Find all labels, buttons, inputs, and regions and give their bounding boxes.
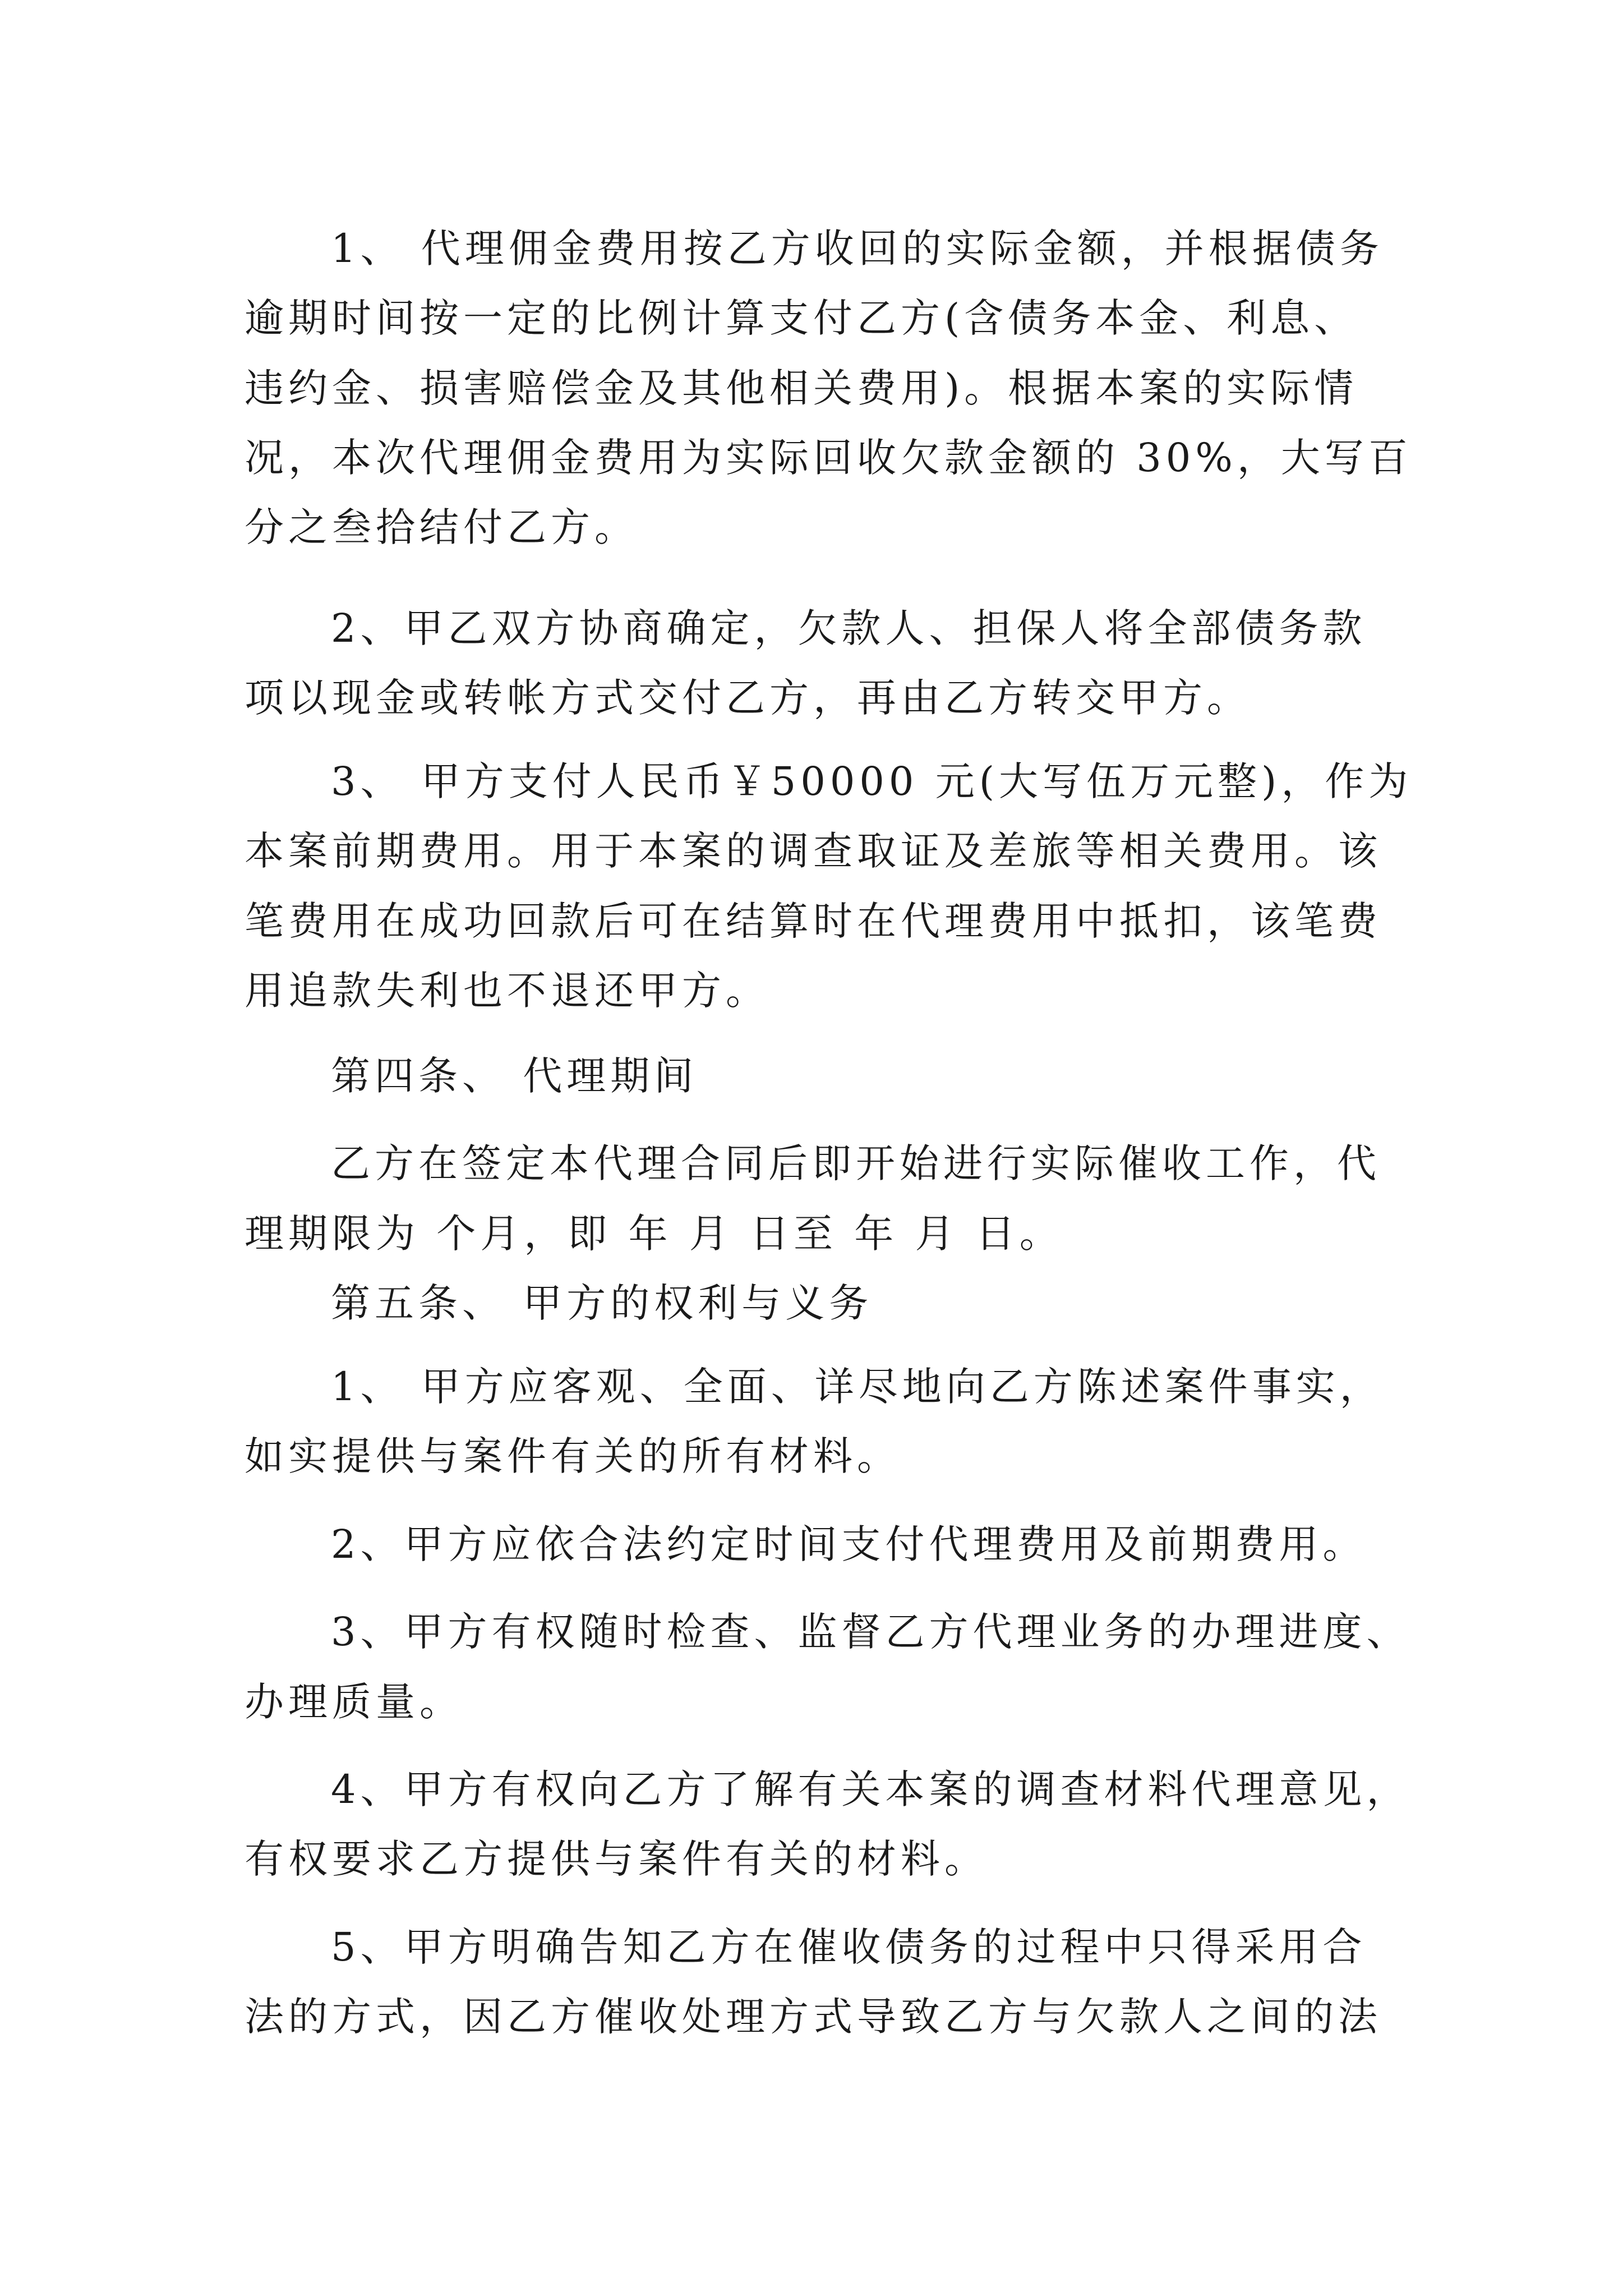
text-line-9: 本案前期费用。用于本案的调查取证及差旅等相关费用。该 — [245, 828, 1382, 874]
text-line-11: 用追款失利也不退还甲方。 — [245, 968, 769, 1014]
section-heading-article-4: 第四条、 代理期间 — [331, 1053, 698, 1099]
text-line-16: 1、 甲方应客观、全面、详尽地向乙方陈述案件事实， — [331, 1364, 1384, 1410]
text-line-14: 理期限为 个月，即 年 月 日至 年 月 日。 — [245, 1211, 1063, 1257]
text-line-17: 如实提供与案件有关的所有材料。 — [245, 1433, 901, 1479]
text-line-21: 4、甲方有权向乙方了解有关本案的调查材料代理意见， — [331, 1766, 1410, 1812]
text-line-8: 3、 甲方支付人民币￥50000 元(大写伍万元整)，作为 — [331, 758, 1413, 804]
text-line-3: 违约金、损害赔偿金及其他相关费用)。根据本案的实际情 — [245, 365, 1358, 411]
text-line-22: 有权要求乙方提供与案件有关的材料。 — [245, 1836, 988, 1882]
text-line-10: 笔费用在成功回款后可在结算时在代理费用中抵扣，该笔费 — [245, 898, 1382, 944]
text-line-13: 乙方在签定本代理合同后即开始进行实际催收工作，代 — [331, 1140, 1381, 1186]
text-line-1: 1、 代理佣金费用按乙方收回的实际金额，并根据债务 — [331, 226, 1384, 272]
text-line-7: 项以现金或转帐方式交付乙方，再由乙方转交甲方。 — [245, 675, 1251, 721]
text-line-19: 3、甲方有权随时检查、监督乙方代理业务的办理进度、 — [331, 1609, 1410, 1655]
text-line-6: 2、甲乙双方协商确定，欠款人、担保人将全部债务款 — [331, 605, 1367, 651]
text-line-20: 办理质量。 — [245, 1679, 463, 1725]
text-line-5: 分之叁拾结付乙方。 — [245, 504, 638, 550]
section-heading-article-5: 第五条、 甲方的权利与义务 — [331, 1280, 873, 1326]
text-line-4: 况，本次代理佣金费用为实际回收欠款金额的 30%，大写百 — [245, 435, 1412, 481]
text-line-23: 5、甲方明确告知乙方在催收债务的过程中只得采用合 — [331, 1924, 1367, 1970]
text-line-2: 逾期时间按一定的比例计算支付乙方(含债务本金、利息、 — [245, 295, 1358, 341]
text-line-24: 法的方式，因乙方催收处理方式导致乙方与欠款人之间的法 — [245, 1994, 1382, 2040]
text-line-18: 2、甲方应依合法约定时间支付代理费用及前期费用。 — [331, 1521, 1367, 1567]
